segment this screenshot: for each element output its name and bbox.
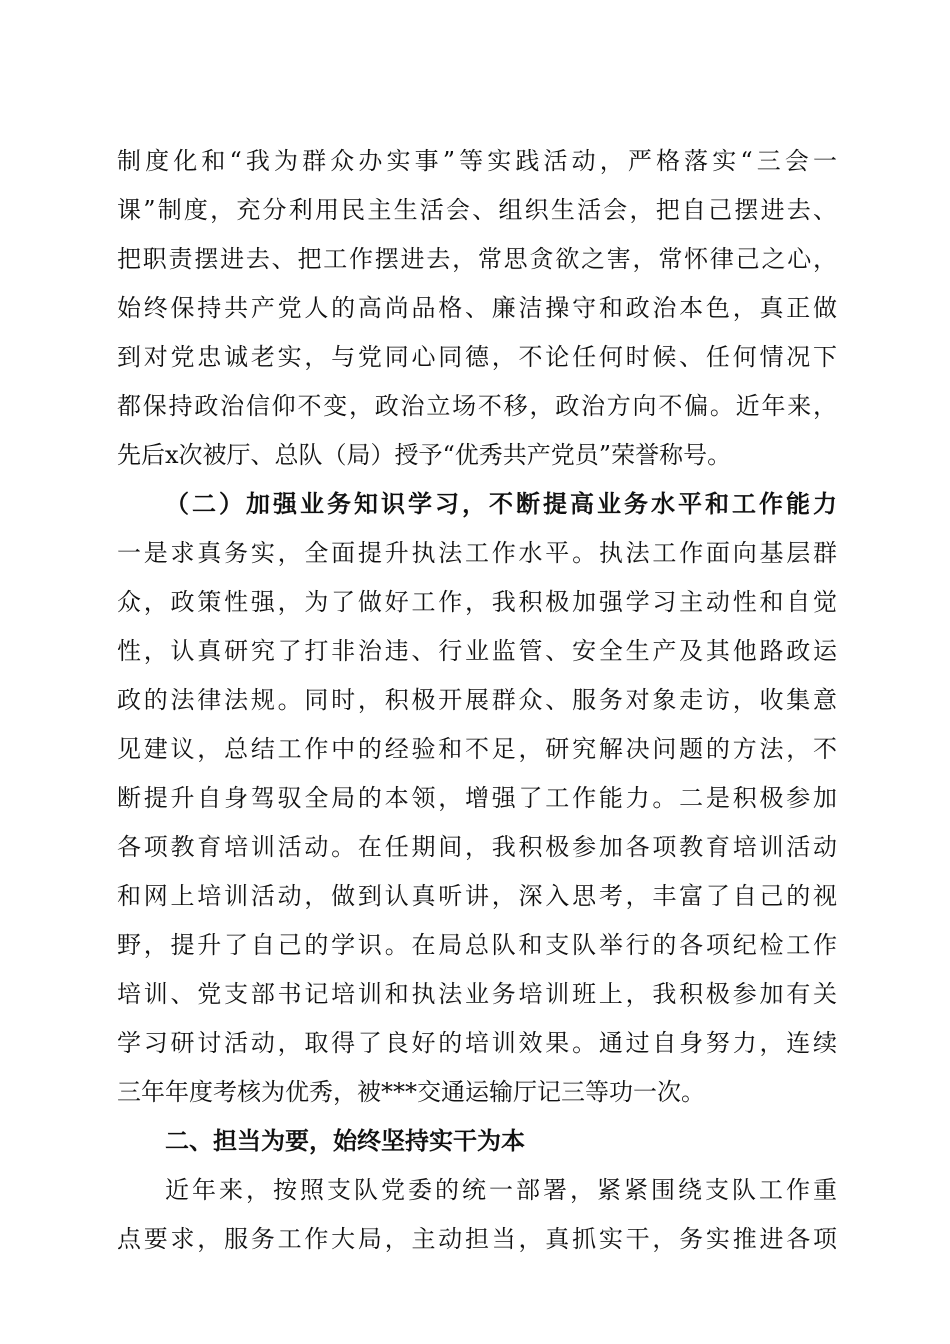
paragraph-line: 和网上培训活动，做到认真听讲，深入思考，丰富了自己的视	[117, 882, 837, 910]
paragraph-line: 培训、党支部书记培训和执法业务培训班上，我积极参加有关	[117, 980, 837, 1008]
section-heading: 二、担当为要，始终坚持实干为本	[165, 1127, 525, 1155]
paragraph-line: 先后x次被厅、总队（局）授予“优秀共产党员”荣誉称号。	[117, 441, 732, 469]
paragraph-line: 各项教育培训活动。在任期间，我积极参加各项教育培训活动	[117, 833, 837, 861]
paragraph-line: 都保持政治信仰不变，政治立场不移，政治方向不偏。近年来，	[117, 392, 837, 420]
paragraph-line: 课”制度，充分利用民主生活会、组织生活会，把自己摆进去、	[117, 196, 837, 224]
paragraph-line: 政的法律法规。同时，积极开展群众、服务对象走访，收集意	[117, 686, 837, 714]
paragraph-line: 断提升自身驾驭全局的本领，增强了工作能力。二是积极参加	[117, 784, 837, 812]
paragraph-line: 野，提升了自己的学识。在局总队和支队举行的各项纪检工作	[117, 931, 837, 959]
paragraph-line: 点要求，服务工作大局，主动担当，真抓实干，务实推进各项	[117, 1225, 837, 1253]
subsection-heading: （二）加强业务知识学习，不断提高业务水平和工作能力	[165, 489, 837, 518]
paragraph-line: 性，认真研究了打非治违、行业监管、安全生产及其他路政运	[117, 637, 837, 665]
paragraph-line: 近年来，按照支队党委的统一部署，紧紧围绕支队工作重	[165, 1176, 837, 1204]
paragraph-line: 把职责摆进去、把工作摆进去，常思贪欲之害，常怀律己之心，	[117, 245, 837, 273]
paragraph-line: 一是求真务实，全面提升执法工作水平。执法工作面向基层群	[117, 539, 837, 567]
paragraph-line: 三年年度考核为优秀，被***交通运输厅记三等功一次。	[117, 1078, 705, 1106]
paragraph-line: 众，政策性强，为了做好工作，我积极加强学习主动性和自觉	[117, 588, 837, 616]
paragraph-line: 制度化和“我为群众办实事”等实践活动，严格落实“三会一	[117, 147, 837, 175]
paragraph-line: 学习研讨活动，取得了良好的培训效果。通过自身努力，连续	[117, 1029, 837, 1057]
paragraph-line: 见建议，总结工作中的经验和不足，研究解决问题的方法，不	[117, 735, 837, 763]
paragraph-line: 到对党忠诚老实，与党同心同德，不论任何时候、任何情况下	[117, 343, 837, 371]
paragraph-line: 始终保持共产党人的高尚品格、廉洁操守和政治本色，真正做	[117, 294, 837, 322]
